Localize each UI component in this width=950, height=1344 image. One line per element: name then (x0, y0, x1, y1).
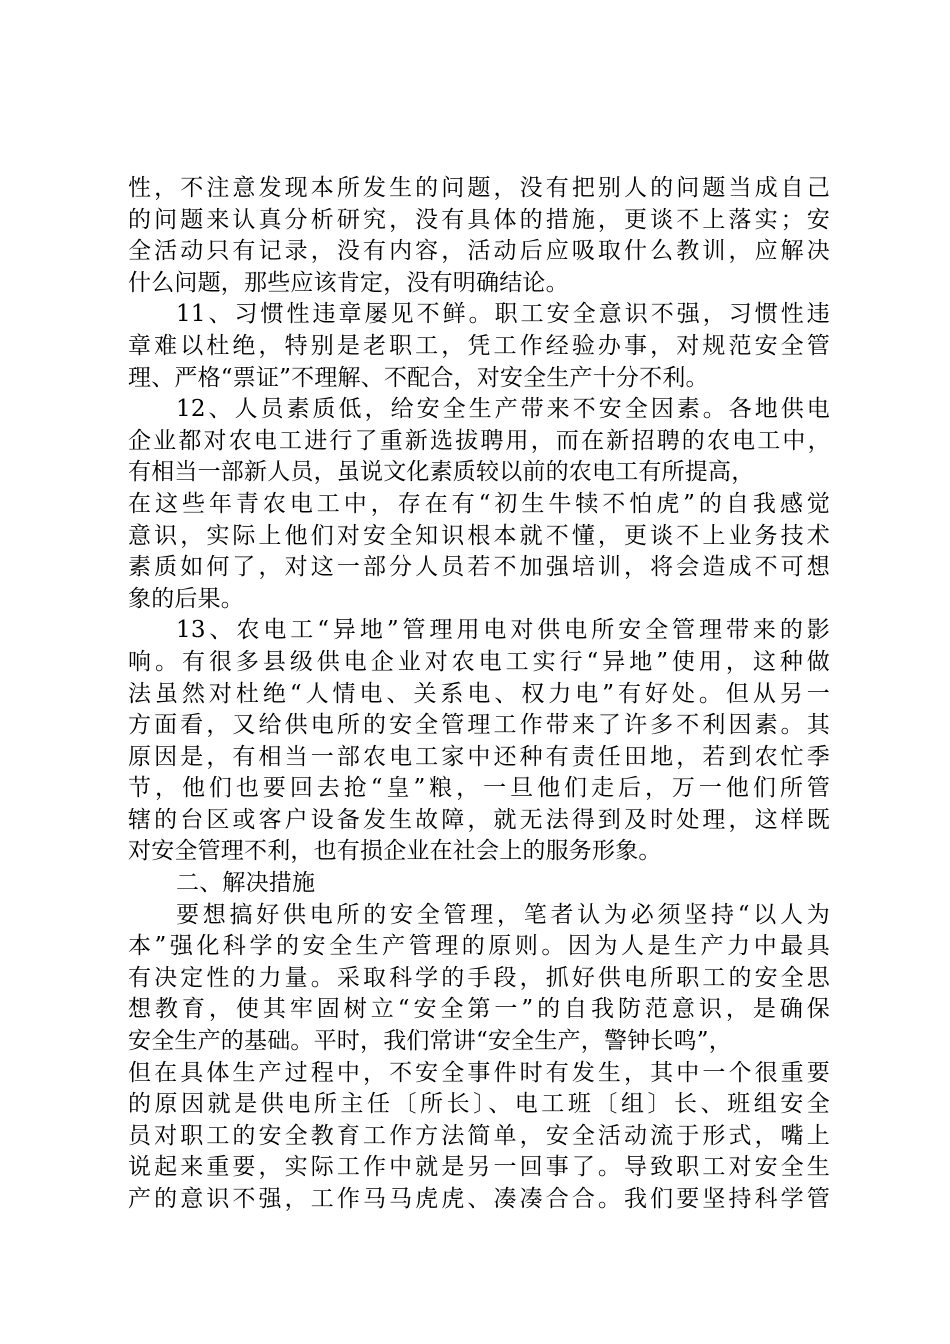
text-line: 全活动只有记录，没有内容，活动后应吸取什么教训，应解决 (128, 238, 830, 265)
text-line: 辖的台区或客户设备发生故障，就无法得到及时处理，这样既 (128, 806, 830, 833)
text-line: 理、严格“票证”不理解、不配合，对安全生产十分不利。 (128, 364, 709, 391)
text-line: 对安全管理不利，也有损企业在社会上的服务形象。 (128, 838, 662, 865)
text-line: 本”强化科学的安全生产管理的原则。因为人是生产力中最具 (128, 933, 830, 960)
text-line: 有决定性的力量。采取科学的手段，抓好供电所职工的安全思 (128, 964, 830, 991)
text-line: 产的意识不强，工作马马虎虎、凑凑合合。我们要坚持科学管 (128, 1186, 830, 1212)
text-line: 意识，实际上他们对安全知识根本就不懂，更谈不上业务技术 (128, 522, 830, 549)
text-line: 但在具体生产过程中，不安全事件时有发生，其中一个很重要 (128, 1059, 830, 1086)
text-line: 节，他们也要回去抢“皇”粮，一旦他们走后，万一他们所管 (128, 775, 830, 802)
text-line: 在这些年青农电工中，存在有“初生牛犊不怕虎”的自我感觉 (128, 490, 830, 517)
document-body (128, 173, 830, 1216)
text-line: 说起来重要，实际工作中就是另一回事了。导致职工对安全生 (128, 1154, 830, 1181)
text-line: 素质如何了，对这一部分人员若不加强培训，将会造成不可想 (128, 554, 830, 581)
text-line: 想教育，使其牢固树立“安全第一”的自我防范意识，是确保 (128, 996, 830, 1023)
text-line: 有相当一部新人员，虽说文化素质较以前的农电工有所提高， (128, 459, 755, 486)
text-line: 的原因就是供电所主任〔所长〕、电工班〔组〕长、班组安全 (128, 1091, 830, 1118)
text-line: 的问题来认真分析研究，没有具体的措施，更谈不上落实；安 (128, 206, 830, 233)
text-line: 12、人员素质低，给安全生产带来不安全因素。各地供电 (176, 396, 830, 423)
text-line: 方面看，又给供电所的安全管理工作带来了许多不利因素。其 (128, 712, 830, 739)
text-line: 安全生产的基础。平时，我们常讲“安全生产，警钟长鸣”， (128, 1028, 732, 1055)
text-line: 员对职工的安全教育工作方法简单，安全活动流于形式，嘴上 (128, 1122, 830, 1149)
text-line: 性，不注意发现本所发生的问题，没有把别人的问题当成自己 (128, 175, 830, 201)
text-line: 什么问题，那些应该肯定，没有明确结论。 (128, 269, 569, 296)
text-line: 二、解决措施 (176, 870, 316, 897)
text-line: 法虽然对杜绝“人情电、关系电、权力电”有好处。但从另一 (128, 680, 830, 707)
text-line: 响。有很多县级供电企业对农电工实行“异地”使用，这种做 (128, 648, 830, 675)
text-line: 13、农电工“异地”管理用电对供电所安全管理带来的影 (176, 617, 830, 644)
text-line: 原因是，有相当一部农电工家中还种有责任田地，若到农忙季 (128, 743, 830, 770)
text-line: 章难以杜绝，特别是老职工，凭工作经验办事，对规范安全管 (128, 332, 830, 359)
text-line: 11、习惯性违章屡见不鲜。职工安全意识不强，习惯性违 (176, 301, 830, 328)
text-line: 要想搞好供电所的安全管理，笔者认为必须坚持“以人为 (176, 901, 830, 928)
text-line: 象的后果。 (128, 585, 244, 612)
text-line: 企业都对农电工进行了重新选拔聘用，而在新招聘的农电工中， (128, 427, 830, 454)
